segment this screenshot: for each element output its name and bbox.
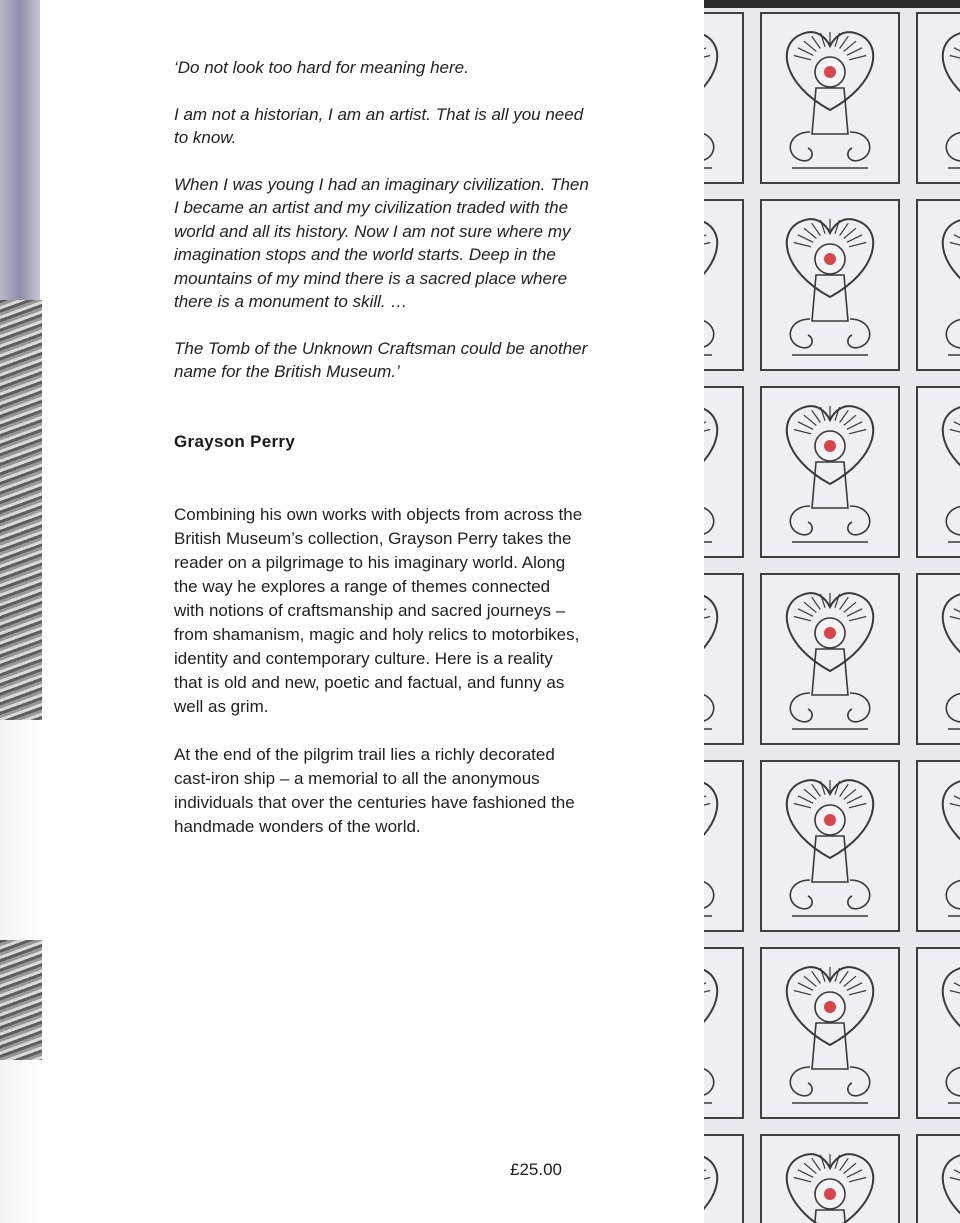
teddy-bear-shrine-icon: [762, 949, 898, 1117]
pattern-tile: [760, 1134, 900, 1223]
pattern-tile: [704, 386, 744, 558]
quote-block: [174, 56, 594, 407]
teddy-bear-shrine-icon: [918, 388, 960, 556]
pattern-tile: [704, 573, 744, 745]
quote-paragraph: ‘Do not look too hard for meaning here.: [174, 58, 469, 77]
teddy-bear-shrine-icon: [704, 762, 742, 930]
pattern-tile: [916, 947, 960, 1119]
pattern-tile: [916, 573, 960, 745]
teddy-bear-shrine-icon: [704, 201, 742, 369]
teddy-bear-shrine-icon: [762, 762, 898, 930]
back-cover-text-page: [42, 0, 704, 1223]
tiled-motif-pattern: [704, 0, 960, 1223]
pattern-tile: [704, 947, 744, 1119]
spine-sketch-bottom: [0, 940, 42, 1060]
pattern-tile: [760, 947, 900, 1119]
teddy-bear-shrine-icon: [918, 762, 960, 930]
quote-paragraph: The Tomb of the Unknown Craftsman could be another name for the British Museum.’: [174, 338, 588, 381]
blurb-paragraph: Combining his own works with objects from across the British Museum’s collection, Grayson Perry takes the reader on a pilgrimage to his imaginary world. Along the way he explores a range of themes connected with notions of craftsmanship and sacred journeys – from shamanism, magic and holy relics to motorbikes, identity and contemporary culture. Here is a reality that is old and new, poetic and factual, and funny as well as grim.: [174, 505, 583, 716]
teddy-bear-shrine-icon: [762, 1136, 898, 1223]
book-blurb: [174, 503, 584, 863]
quote-paragraph: When I was young I had an imaginary civilization. Then I became an artist and my civilization traded with the world and all its history. Now I am not sure where my imagination stops and the world starts. Deep in the mountains of my mind there is a sacred place where there is a monument to skill. …: [174, 174, 589, 311]
teddy-bear-shrine-icon: [918, 575, 960, 743]
pattern-tile: [704, 12, 744, 184]
teddy-bear-shrine-icon: [918, 201, 960, 369]
teddy-bear-shrine-icon: [762, 388, 898, 556]
teddy-bear-shrine-icon: [918, 14, 960, 182]
pattern-tile: [916, 386, 960, 558]
blurb-paragraph: At the end of the pilgrim trail lies a richly decorated cast-iron ship – a memorial to all the anonymous individuals that over the centuries have fashioned the handmade wonders of the world.: [174, 745, 575, 836]
pattern-tile: [760, 12, 900, 184]
pattern-tile: [704, 199, 744, 371]
pattern-tile: [916, 12, 960, 184]
pattern-tile: [704, 1134, 744, 1223]
price-label: £25.00: [510, 1160, 562, 1179]
pattern-tile: [760, 199, 900, 371]
teddy-bear-shrine-icon: [704, 388, 742, 556]
teddy-bear-shrine-icon: [704, 575, 742, 743]
spine-sketch-top: [0, 300, 42, 720]
teddy-bear-shrine-icon: [762, 201, 898, 369]
pattern-tile: [704, 760, 744, 932]
spine-edge-artwork: [0, 0, 42, 1223]
pattern-tile: [760, 760, 900, 932]
pattern-tile: [916, 760, 960, 932]
teddy-bear-shrine-icon: [704, 1136, 742, 1223]
pattern-tile: [916, 199, 960, 371]
quote-author: Grayson Perry: [174, 432, 296, 451]
quote-paragraph: I am not a historian, I am an artist. That is all you need to know.: [174, 104, 584, 147]
teddy-bear-shrine-icon: [762, 575, 898, 743]
teddy-bear-shrine-icon: [762, 14, 898, 182]
teddy-bear-shrine-icon: [918, 1136, 960, 1223]
teddy-bear-shrine-icon: [704, 949, 742, 1117]
pattern-tile: [916, 1134, 960, 1223]
pattern-tile: [760, 573, 900, 745]
teddy-bear-shrine-icon: [918, 949, 960, 1117]
pattern-tile: [760, 386, 900, 558]
spine-band: [0, 0, 40, 300]
teddy-bear-shrine-icon: [704, 14, 742, 182]
